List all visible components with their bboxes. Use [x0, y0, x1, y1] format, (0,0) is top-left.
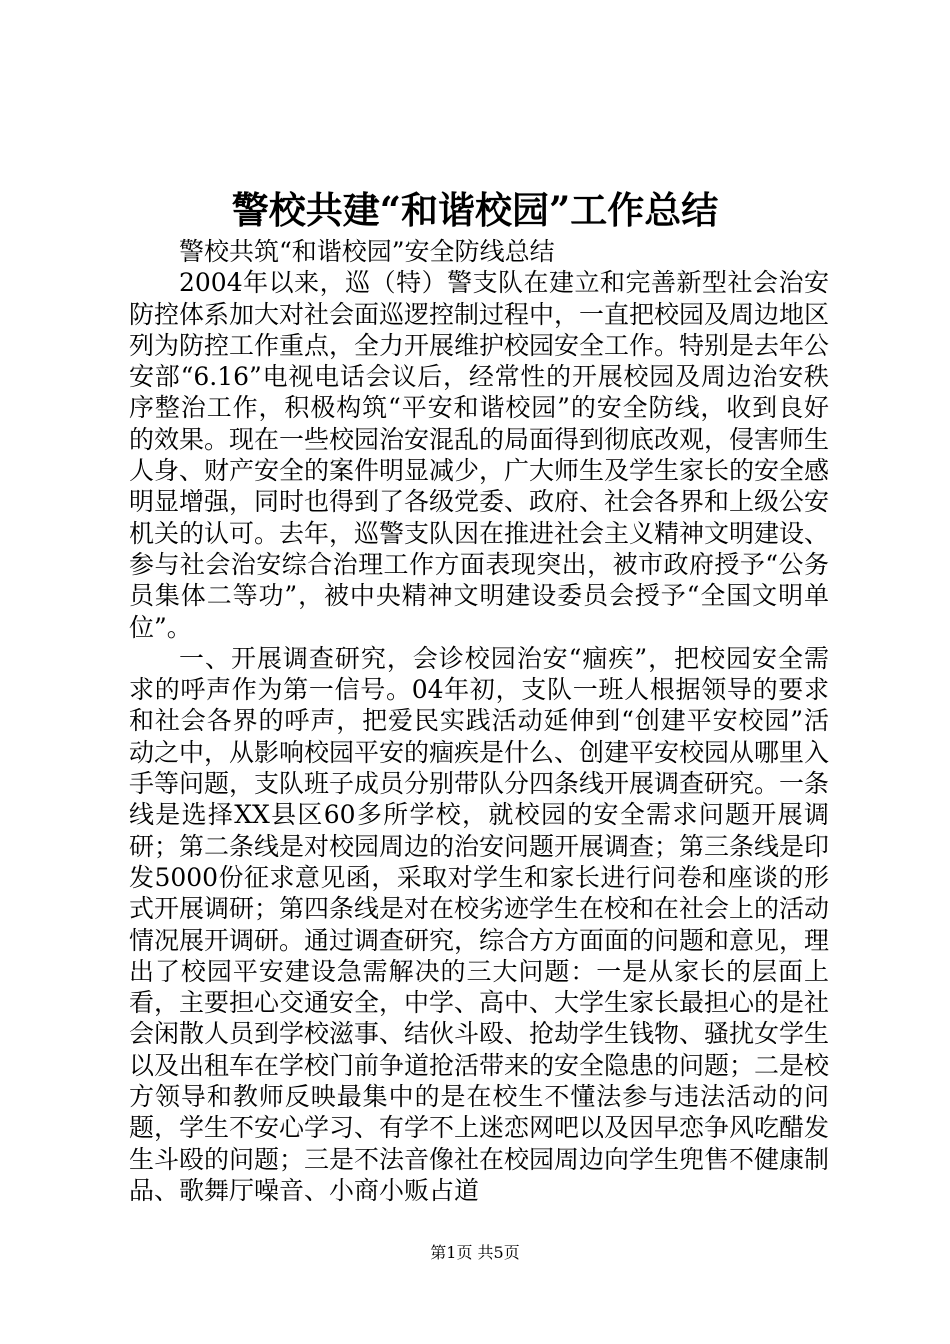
subtitle-paragraph: 警校共筑“和谐校园”安全防线总结 [179, 237, 555, 266]
body-paragraph: 一、开展调查研究，会诊校园治安“痼疾”，把校园安全需求的呼声作为第一信号。04年初，支队一班人根据领导的要求和社会各界的呼声，把爱民实践活动延伸到“创建平安校园”活动之中，从影响校园平安的痼疾是什么、创建平安校园从哪里入手等问题，支队班子成员分别带队分四条线开展调查研究。一条线是选择XX县区60多所学校，就校园的安全需求问题开展调研；第二条线是对校园周边的治安问题开展调查；第三条线是印发5000份征求意见函，采取对学生和家长进行问卷和座谈的形式开展调研；第四条线是对在校劣迹学生在校和在社会上的活动情况展开调研。通过调查研究，综合方方面面的问题和意见，理出了校园平安建设急需解决的三大问题：一是从家长的层面上看，主要担心交通安全，中学、高中、大学生家长最担心的是社会闲散人员到学校滋事、结伙斗殴、抢劫学生钱物、骚扰女学生以及出租车在学校门前争道抢活带来的安全隐患的问题；二是校方领导和教师反映最集中的是在校生不懂法参与违法活动的问题，学生不安心学习、有学不上迷恋网吧以及因早恋争风吃醋发生斗殴的问题；三是不法音像社在校园周边向学生兜售不健康制品、歌舞厅噪音、小商小贩占道 [129, 643, 830, 1205]
document-body [129, 236, 829, 1206]
body-paragraph: 2004年以来，巡（特）警支队在建立和完善新型社会治安防控体系加大对社会面巡逻控制过程中，一直把校园及周边地区列为防控工作重点，全力开展维护校园安全工作。特别是去年公安部“6.16”电视电话会议后，经常性的开展校园及周边治安秩序整治工作，积极构筑“平安和谐校园”的安全防线，收到良好的效果。现在一些校园治安混乱的局面得到彻底改观，侵害师生人身、财产安全的案件明显减少，广大师生及学生家长的安全感明显增强，同时也得到了各级党委、政府、社会各界和上级公安机关的认可。去年，巡警支队因在推进社会主义精神文明建设、参与社会治安综合治理工作方面表现突出，被市政府授予“公务员集体二等功”，被中央精神文明建设委员会授予“全国文明单位”。 [129, 268, 830, 642]
document-title: 警校共建“和谐校园”工作总结 [231, 188, 719, 232]
page-footer: 第1页 共5页 [430, 1243, 520, 1262]
